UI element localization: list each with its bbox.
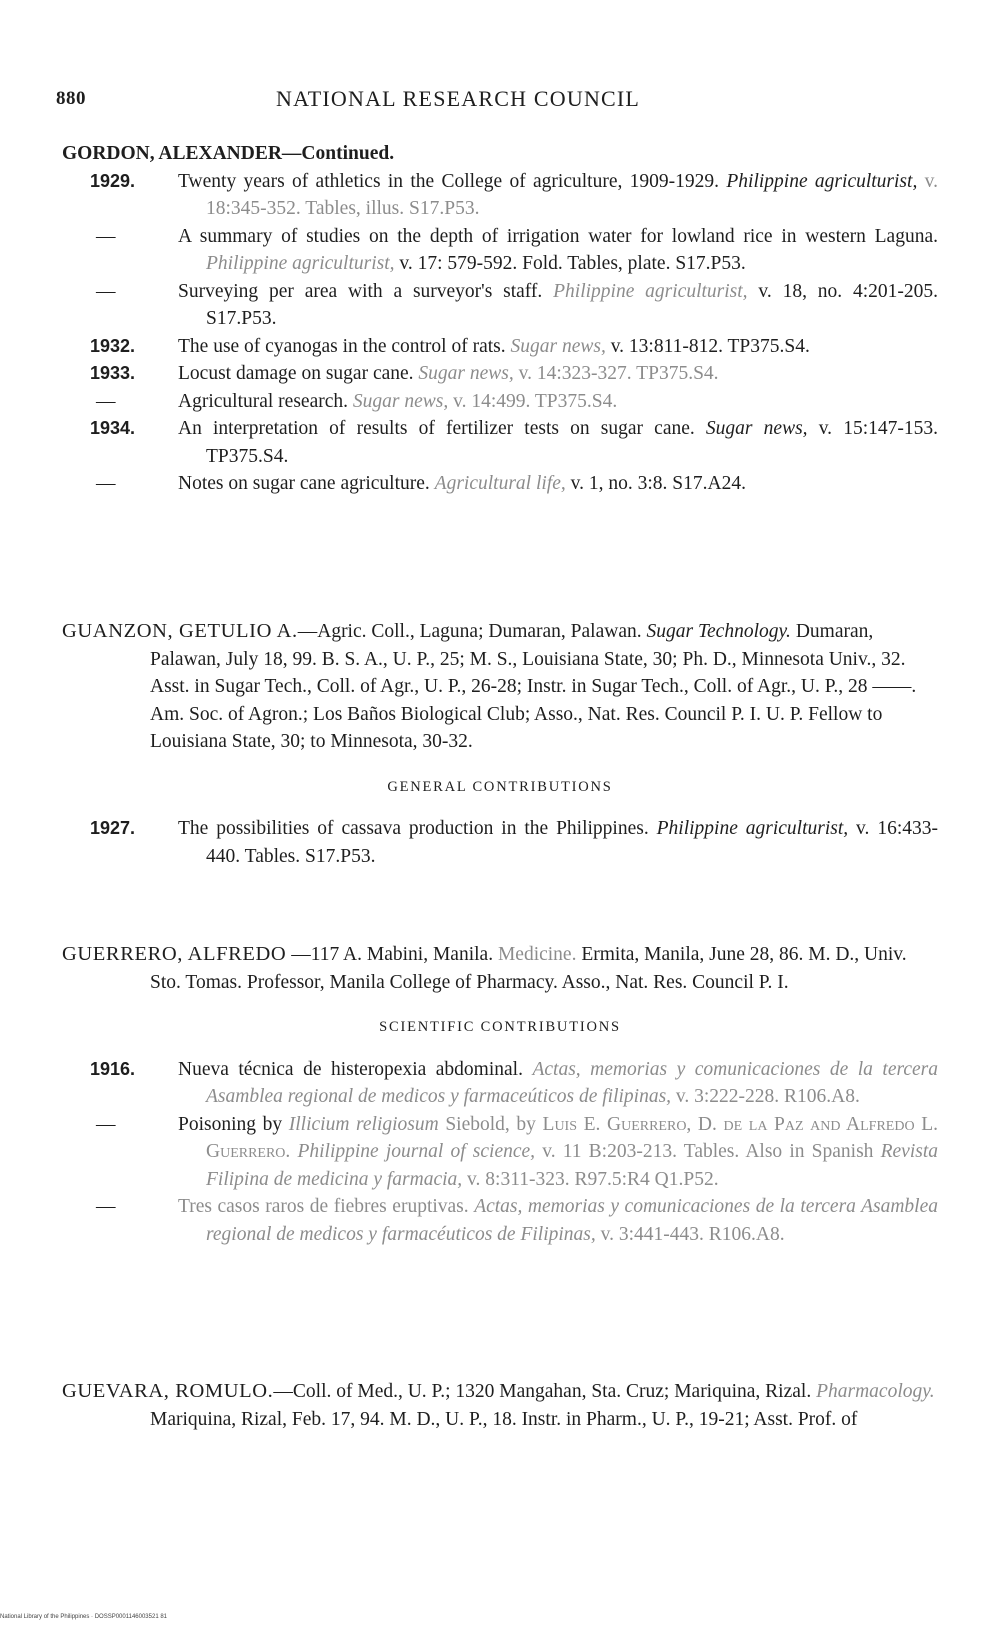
entry-citation: v. 17: 579-592. Fold. Tables, plate. S17.P53. (394, 253, 746, 274)
author-field: Medicine. (497, 944, 577, 965)
entry-citation: v. 11 B:203-213. Tables. Also in Spanish (535, 1141, 881, 1162)
entry-journal: Actas, memorias y comunicaciones de la tercera Asamblea regional de medicos y farmaceúticos de filipinas, (206, 1058, 939, 1107)
author-name: GUANZON, GETULIO A. (62, 620, 298, 642)
bibliography-entry (62, 223, 938, 278)
entry-journal: Philippine agriculturist, (553, 280, 748, 302)
entry-title: A summary of studies on the depth of irrigation water for lowland rice in western Laguna. (178, 225, 938, 247)
entry-journal: Philippine agriculturist, (726, 170, 918, 192)
entry-citation: v. 3:441-443. R106.A8. (595, 1223, 785, 1245)
author-biography (62, 941, 938, 996)
page-number: 880 (56, 88, 86, 109)
entry-year: 1929. (90, 170, 136, 191)
entry-journal: Philippine agriculturist, (206, 253, 395, 274)
author-affiliation: —Agric. Coll., Laguna; Dumaran, Palawan. (297, 621, 647, 642)
entry-journal: Sugar news, (352, 390, 449, 412)
entry-title: Tres casos raros de fiebres eruptivas. (178, 1196, 469, 1217)
author-affiliation: —Coll. of Med., U. P.; 1320 Mangahan, Sta. Cruz; Mariquina, Rizal. (273, 1381, 817, 1402)
guanzon-section (62, 618, 938, 870)
entry-citation: v. 16:433-440. Tables. S17.P53. (206, 818, 938, 867)
gordon-section (62, 140, 938, 498)
running-head: NATIONAL RESEARCH COUNCIL (276, 86, 641, 111)
entry-journal: Sugar news, (510, 335, 606, 357)
bibliography-entry (62, 360, 938, 388)
page-header (56, 86, 936, 120)
entry-journal: Philippine journal of science, (297, 1141, 536, 1162)
entry-citation-spanish: v. 8:311-323. R97.5:R4 Q1.P52. (462, 1168, 719, 1190)
entry-title: An interpretation of results of fertilizer tests on sugar cane. (178, 418, 695, 439)
entry-citation: v. 1, no. 3:8. S17.A24. (565, 473, 746, 494)
entry-dash: — (96, 1113, 116, 1135)
entry-dash: — (96, 1196, 116, 1217)
entry-journal: Philippine agriculturist, (656, 818, 849, 839)
author-field: Pharmacology. (816, 1381, 935, 1402)
entry-journal: Sugar news, (705, 418, 808, 439)
entry-dash: — (96, 280, 116, 302)
bibliography-entry (62, 278, 938, 333)
entry-citation: v. 14:499. TP375.S4. (448, 390, 618, 412)
bibliography-entry (62, 333, 938, 361)
entry-year: 1932. (90, 335, 136, 356)
guevara-section (62, 1378, 938, 1433)
bibliography-entry (62, 1111, 938, 1194)
entry-title: Notes on sugar cane agriculture. (178, 473, 430, 494)
entry-title: Twenty years of athletics in the College of agriculture, 1909-1929. (178, 170, 720, 192)
entry-species: Illicium religiosum (288, 1113, 439, 1135)
bibliography-entry (62, 470, 938, 498)
entry-journal: Actas, memorias y comunicaciones de la tercera Asamblea regional de medicos y farmacéuticos de Filipinas, (206, 1196, 939, 1245)
entry-dash: — (96, 225, 116, 247)
author-details: Mariquina, Rizal, Feb. 17, 94. M. D., U. P., 18. Instr. in Pharm., U. P., 19-21; Asst. Prof. of (150, 1408, 858, 1430)
entry-citation: v. 3:222-228. R106.A8. (671, 1086, 860, 1107)
author-name: GUEVARA, ROMULO. (62, 1380, 274, 1402)
entry-title: The use of cyanogas in the control of rats. (178, 335, 506, 357)
author-affiliation: —117 A. Mabini, Manila. (286, 944, 498, 965)
section-heading: SCIENTIFIC CONTRIBUTIONS (379, 1019, 621, 1035)
author-biography (62, 618, 938, 756)
author-details: Ermita, Manila, June 28, 86. M. D., Univ. Sto. Tomas. Professor, Manila College of Pharmacy. Asso., Nat. Res. Council P. I. (150, 944, 907, 993)
author-details: Dumaran, Palawan, July 18, 99. B. S. A., U. P., 25; M. S., Louisiana State, 30; Ph. D., Minnesota Univ., 32. Asst. in Sugar Tech., Coll. of Agr., U. P., 26-28; Instr. in Sugar Tech., Coll. of Agr., U. P., 28 ——. Am. Soc. of Agron.; Los Baños Biological Club; Asso., Nat. Res. Council P. I. U. P. Fellow to Louisiana State, 30; to Minnesota, 30-32. (150, 621, 917, 752)
entry-title-mid: Siebold, by (438, 1113, 543, 1135)
entry-title: Nueva técnica de histeropexia abdominal. (178, 1058, 523, 1080)
entry-title-lead: Poisoning by (178, 1113, 289, 1135)
entry-title: The possibilities of cassava production in the Philippines. (178, 818, 649, 839)
author-heading (62, 140, 938, 168)
entry-title: Locust damage on sugar cane. (178, 363, 414, 384)
section-heading: GENERAL CONTRIBUTIONS (387, 778, 613, 795)
author-name: GORDON, ALEXANDER—Continued. (62, 143, 395, 164)
author-biography (62, 1378, 938, 1433)
entry-citation: v. 14:323-327. TP375.S4. (513, 363, 719, 384)
entry-year: 1933. (90, 363, 136, 383)
entry-journal-spanish: Revista Filipina de medicina y farmacia, (206, 1141, 938, 1190)
entry-dash: — (96, 473, 116, 494)
entry-title: Agricultural research. (178, 390, 348, 412)
bibliography-entry (62, 168, 938, 223)
entry-journal: Sugar news, (418, 363, 514, 384)
author-name: GUERRERO, ALFREDO (62, 943, 287, 965)
bibliography-entry (62, 1193, 938, 1248)
entry-journal: Agricultural life, (434, 473, 566, 494)
entry-title: Surveying per area with a surveyor's staff. (178, 280, 543, 302)
guerrero-section (62, 941, 938, 1248)
entry-citation: v. 13:811-812. TP375.S4. (605, 335, 810, 357)
entry-year: 1934. (90, 418, 136, 438)
entry-authors: Luis E. Guerrero, D. de la Paz and Alfredo L. Guerrero. (206, 1113, 938, 1162)
author-field: Sugar Technology. (646, 621, 791, 642)
entry-year: 1927. (90, 818, 136, 838)
entry-year: 1916. (90, 1058, 136, 1079)
bibliography-entry (62, 815, 938, 870)
bibliography-entry (62, 388, 938, 416)
scan-footer: National Library of the Philippines · DOSSP0001146003521 81 (0, 1614, 167, 1620)
bibliography-entry (62, 415, 938, 470)
bibliography-entry (62, 1056, 938, 1111)
entry-citation: v. 15:147-153. TP375.S4. (206, 418, 938, 467)
entry-citation: v. 18, no. 4:201-205. S17.P53. (206, 280, 938, 329)
entry-dash: — (96, 390, 116, 412)
entry-citation: v. 18:345-352. Tables, illus. S17.P53. (206, 170, 939, 219)
